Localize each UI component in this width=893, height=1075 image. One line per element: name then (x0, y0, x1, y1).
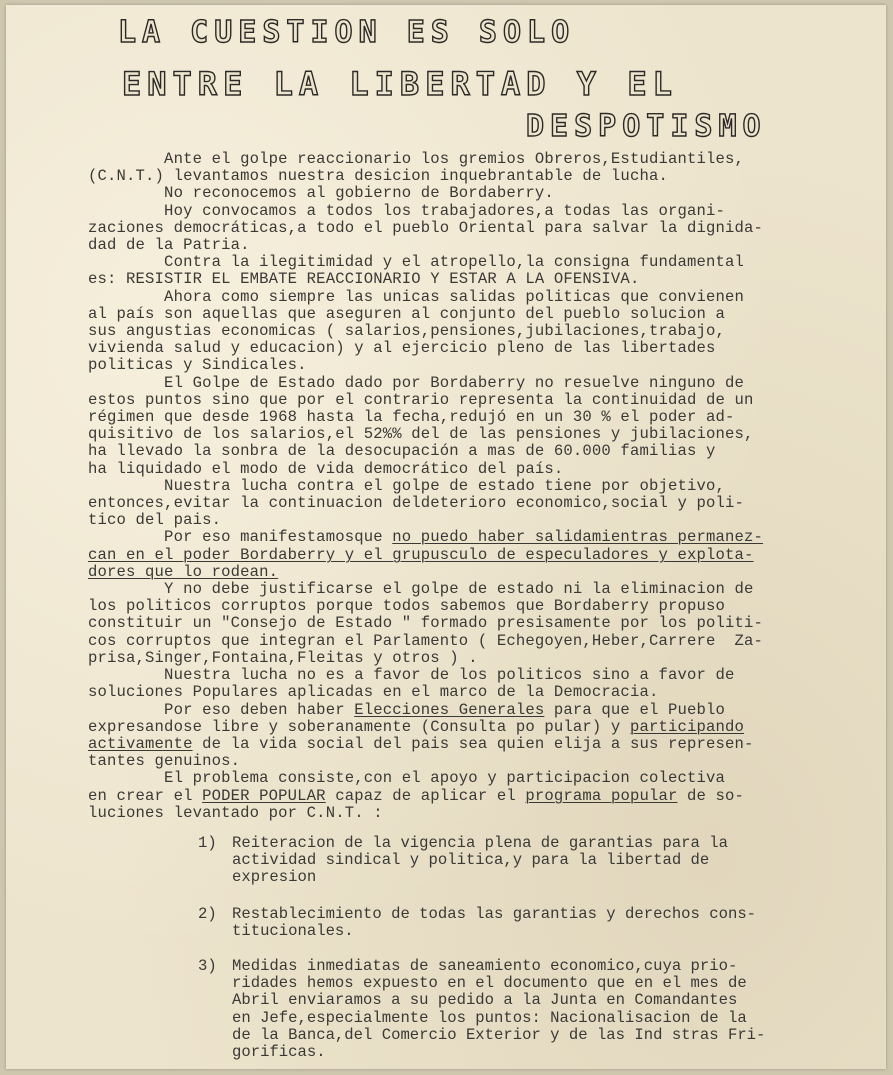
text-segment: tico del pais. (88, 511, 222, 530)
body-line (88, 461, 828, 478)
text-segment: es: RESISTIR EL EMBATE REACCIONARIO Y ESTAR A LA OFENSIVA. (88, 270, 640, 289)
body-line (88, 478, 828, 495)
body-line (88, 598, 828, 615)
body-line (88, 633, 828, 650)
body-line (88, 495, 828, 512)
underlined-text: Elecciones Generales (354, 700, 545, 719)
text-segment: Nuestra lucha no es a favor de los politicos sino a favor de (88, 666, 735, 685)
underlined-text: can en el poder Bordaberry y el grupusculo de especuladores y explota- (88, 545, 754, 564)
list-item-line: gorificas. (232, 1043, 326, 1062)
text-segment: Por eso manifestamosque (88, 528, 393, 547)
text-segment: quisitivo de los salarios,el 52%% del de las pensiones y jubilaciones, (88, 425, 754, 444)
text-segment: (C.N.T.) levantamos nuestra desicion inquebrantable de lucha. (88, 167, 668, 186)
body-line (88, 185, 828, 202)
body-line (88, 736, 828, 753)
list-item-1 (198, 835, 818, 887)
text-segment: ha liquidado el modo de vida democrático del país. (88, 459, 564, 478)
body-line (88, 805, 828, 822)
body-line (88, 581, 828, 598)
list-item-line: actividad sindical y politica,y para la libertad de (232, 851, 710, 870)
text-segment: sus angustias economicas ( salarios,pensiones,jubilaciones,trabajo, (88, 322, 726, 341)
text-segment: El Golpe de Estado dado por Bordaberry no resuelve ninguno de (88, 373, 745, 392)
body-line (88, 151, 828, 168)
list-item-line: en Jefe,especialmente los puntos: Nacionalisacion de la (232, 1008, 747, 1027)
text-segment: Hoy convocamos a todos los trabajadores,a todas las organi- (88, 201, 726, 220)
document-page (6, 5, 886, 1069)
body-line (88, 392, 828, 409)
text-segment: El problema consiste,con el apoyo y participacion colectiva (88, 769, 726, 788)
body-line (88, 753, 828, 770)
body-line (88, 667, 828, 684)
underlined-text: PODER POPULAR (202, 786, 326, 805)
list-item-number: 3) (198, 957, 217, 975)
list-item-line: Restablecimiento de todas las garantias y derechos cons- (232, 905, 757, 923)
text-segment: Ante el golpe reaccionario los gremios Obreros,Estudiantiles, (88, 150, 745, 168)
text-segment: cos corruptos que integran el Parlamento ( Echegoyen,Heber,Carrere Za- (88, 631, 764, 650)
underlined-text: programa popular (525, 786, 678, 805)
headline-line-2: ENTRE LA LIBERTAD Y EL (122, 65, 678, 103)
body-line (88, 443, 828, 460)
list-item-line: Medidas inmediatas de saneamiento economico,cuya prio- (232, 957, 738, 975)
body-text (88, 151, 828, 822)
text-segment: al país son aquellas que aseguren al conjunto del pueblo solucion a (88, 304, 726, 323)
text-segment: de la vida social del pais sea quien elija a sus represen- (192, 734, 754, 753)
text-segment: Por eso deben haber (88, 700, 355, 719)
list-item-number: 2) (198, 905, 217, 923)
list-item-line: expresion (232, 868, 317, 887)
body-line (88, 237, 828, 254)
body-line (88, 529, 828, 546)
body-line (88, 168, 828, 185)
text-segment: estos puntos sino que por el contrario representa la continuidad de un (88, 390, 754, 409)
body-line (88, 271, 828, 288)
body-line (88, 203, 828, 220)
text-segment: expresandose libre y soberanamente (Consulta po pular) y (88, 717, 630, 736)
underlined-text: activamente (88, 734, 193, 753)
text-segment: los politicos corruptos porque todos sabemos que Bordaberry propuso (88, 597, 726, 616)
body-line (88, 375, 828, 392)
text-segment: régimen que desde 1968 hasta la fecha,redujó en un 30 % el poder ad- (88, 408, 735, 427)
body-line (88, 564, 828, 581)
body-line (88, 323, 828, 340)
list-item-line: titucionales. (232, 922, 354, 941)
text-segment: luciones levantado por C.N.T. : (88, 803, 383, 822)
underlined-text: participando (629, 717, 745, 736)
text-segment: en crear el (88, 786, 203, 805)
text-segment: No reconocemos al gobierno de Bordaberry. (88, 184, 554, 203)
text-segment: Nuestra lucha contra el golpe de estado tiene por objetivo, (88, 476, 726, 495)
body-line (88, 615, 828, 632)
text-segment: de so- (677, 786, 745, 805)
body-line (88, 357, 828, 374)
list-item-3 (198, 958, 818, 1061)
text-segment: zaciones democráticas,a todo el pueblo Oriental para salvar la dignida- (88, 218, 764, 237)
text-segment: Y no debe justificarse el golpe de estado ni la eliminacion de (88, 580, 754, 599)
text-segment: Ahora como siempre las unicas salidas politicas que convienen (88, 287, 745, 306)
list-item-2 (198, 906, 818, 940)
body-line (88, 547, 828, 564)
list-item-line: ridades hemos expuesto en el documento que en el mes de (232, 974, 747, 993)
underlined-text: no puedo haber salidamientras permanez- (392, 528, 764, 547)
list-item-line: de la Banca,del Comercio Exterior y de las Ind stras Fri- (232, 1025, 766, 1044)
text-segment: ha llevado la sonbra de la desocupación a mas de 60.000 familias y (88, 442, 716, 461)
underlined-text: dores que lo rodean. (88, 562, 279, 581)
body-line (88, 512, 828, 529)
text-segment: politicas y Sindicales. (88, 356, 307, 375)
text-segment: dad de la Patria. (88, 236, 250, 255)
body-line (88, 650, 828, 667)
text-segment: entonces,evitar la continuacion deldeterioro economico,social y poli- (88, 494, 745, 513)
text-segment: vivienda salud y educacion) y al ejercicio pleno de las libertades (88, 339, 716, 358)
list-item-number: 1) (198, 834, 217, 852)
body-line (88, 306, 828, 323)
body-line (88, 770, 828, 787)
body-line (88, 426, 828, 443)
body-line (88, 254, 828, 271)
text-segment: tantes genuinos. (88, 752, 241, 771)
body-line (88, 340, 828, 357)
text-segment: prisa,Singer,Fontaina,Fleitas y otros ) . (88, 648, 478, 667)
body-line (88, 409, 828, 426)
body-line (88, 719, 828, 736)
body-line (88, 289, 828, 306)
body-line (88, 702, 828, 719)
body-line (88, 220, 828, 237)
text-segment: para que el Pueblo (544, 700, 726, 719)
headline-line-1: LA CUESTION ES SOLO (118, 15, 576, 50)
body-line (88, 684, 828, 701)
list-item-line: Abril enviaramos a su pedido a la Junta en Comandantes (232, 991, 738, 1010)
body-line (88, 788, 828, 805)
text-segment: capaz de aplicar el (325, 786, 526, 805)
headline-line-3: DESPOTISMO (526, 109, 767, 144)
list-item-line: Reiteracion de la vigencia plena de garantias para la (232, 834, 728, 852)
text-segment: soluciones Populares aplicadas en el marco de la Democracia. (88, 683, 659, 702)
text-segment: Contra la ilegitimidad y el atropello,la consigna fundamental (88, 253, 745, 272)
text-segment: constituir un "Consejo de Estado " formado presisamente por los politi- (88, 614, 764, 633)
